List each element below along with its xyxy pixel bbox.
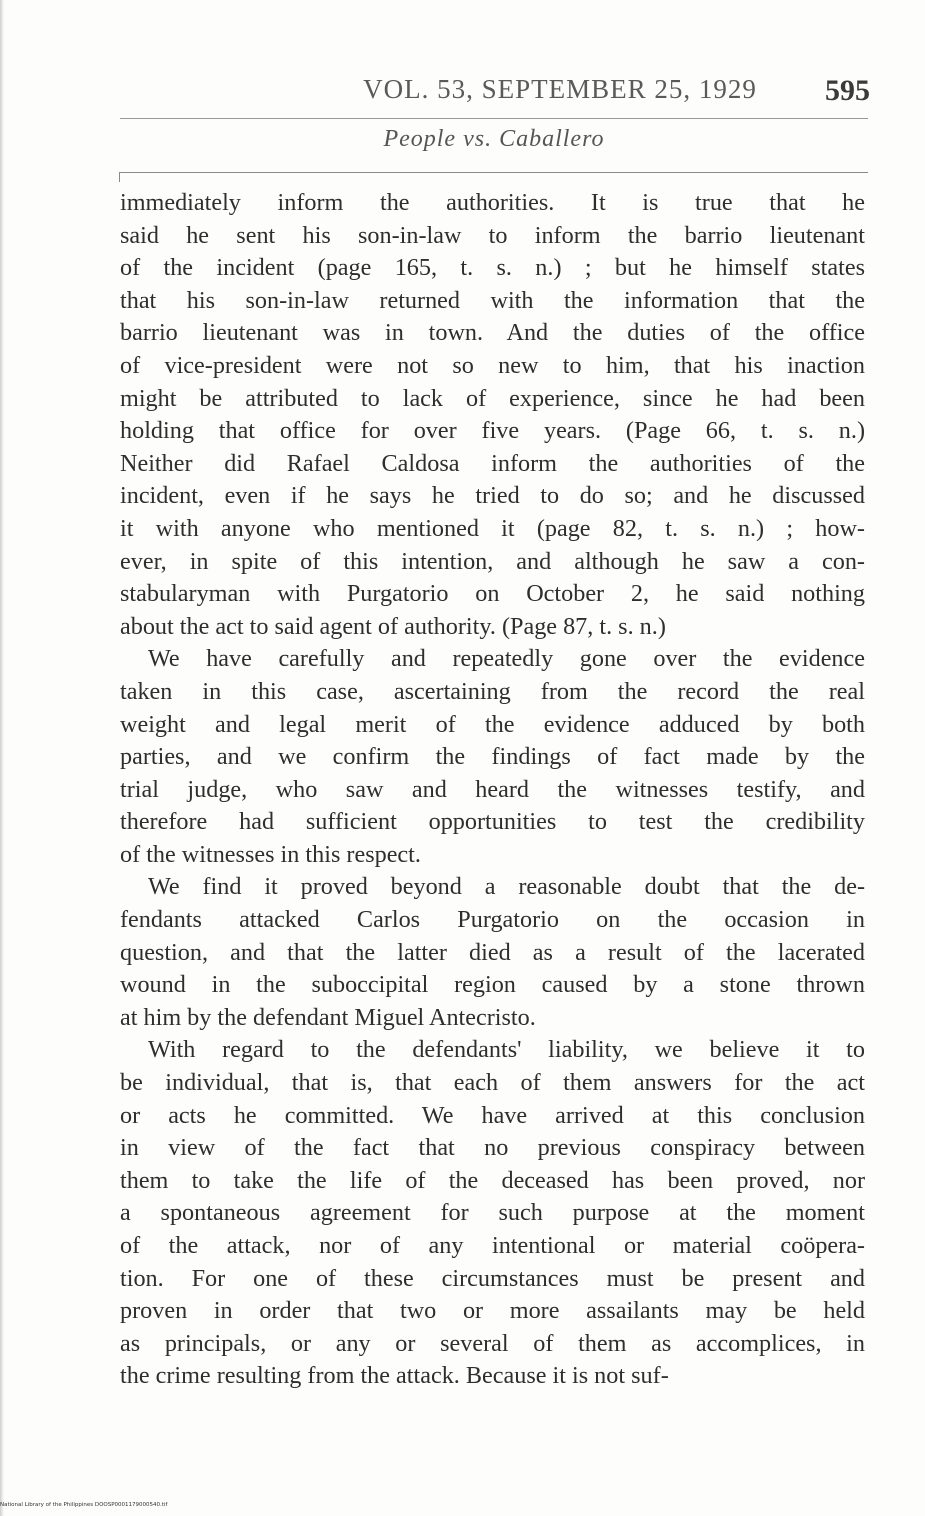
paragraph bbox=[120, 643, 865, 871]
text-line: or acts he committed. We have arrived at this conclusion bbox=[120, 1101, 865, 1129]
text-line: in view of the fact that no previous conspiracy between bbox=[120, 1134, 865, 1162]
text-line: tion. For one of these circumstances must be present and bbox=[120, 1264, 865, 1292]
text-line: With regard to the defendants' liability, we believe it to bbox=[148, 1036, 865, 1064]
text-line: We have carefully and repeatedly gone over the evidence bbox=[148, 645, 865, 673]
title-rule-tick bbox=[119, 172, 120, 182]
text-line: as principals, or any or several of them as accomplices, in bbox=[120, 1329, 865, 1357]
case-title: People vs. Caballero bbox=[383, 126, 605, 152]
text-line: weight and legal merit of the evidence adduced by both bbox=[120, 710, 865, 738]
text-line: be individual, that is, that each of them answers for the act bbox=[120, 1069, 865, 1097]
text-line: We find it proved beyond a reasonable doubt that the de- bbox=[148, 873, 865, 901]
text-line: a spontaneous agreement for such purpose at the moment bbox=[120, 1199, 865, 1227]
text-line: stabularyman with Purgatorio on October 2, he said nothing bbox=[120, 580, 865, 608]
running-head: VOL. 53, SEPTEMBER 25, 1929 bbox=[363, 74, 757, 104]
text-line: them to take the life of the deceased has been proved, nor bbox=[120, 1166, 865, 1194]
text-line: incident, even if he says he tried to do so; and he discussed bbox=[120, 482, 865, 510]
text-line: immediately inform the authorities. It is true that he bbox=[120, 189, 865, 216]
text-line: trial judge, who saw and heard the witnesses testify, and bbox=[120, 775, 865, 803]
text-line: taken in this case, ascertaining from the record the real bbox=[120, 677, 865, 705]
text-line: question, and that the latter died as a result of the lacerated bbox=[120, 938, 865, 966]
text-line: of the incident (page 165, t. s. n.) ; but he himself states bbox=[120, 254, 865, 282]
page-number: 595 bbox=[825, 74, 870, 107]
text-line: barrio lieutenant was in town. And the duties of the office bbox=[120, 319, 865, 347]
header-rule bbox=[120, 118, 868, 119]
text-line: said he sent his son-in-law to inform the barrio lieutenant bbox=[120, 221, 865, 249]
paragraph bbox=[120, 187, 865, 643]
text-line: proven in order that two or more assailants may be held bbox=[120, 1297, 865, 1325]
text-line: ever, in spite of this intention, and although he saw a con- bbox=[120, 547, 865, 575]
text-line: about the act to said agent of authority. (Page 87, t. s. n.) bbox=[120, 612, 666, 640]
page-edge-shadow bbox=[0, 0, 4, 1516]
footer-watermark: National Library of the Philippines DOOSP0001179000540.tif bbox=[0, 1502, 168, 1508]
paragraph bbox=[120, 871, 865, 1034]
page-header bbox=[120, 74, 870, 110]
text-line: that his son-in-law returned with the information that the bbox=[120, 286, 865, 314]
body-text bbox=[120, 187, 865, 1393]
text-line: at him by the defendant Miguel Antecristo. bbox=[120, 1003, 536, 1031]
text-line: therefore had sufficient opportunities to test the credibility bbox=[120, 808, 865, 836]
text-line: Neither did Rafael Caldosa inform the authorities of the bbox=[120, 449, 865, 477]
title-rule bbox=[120, 172, 868, 173]
text-line: might be attributed to lack of experience, since he had been bbox=[120, 384, 865, 412]
text-line: the crime resulting from the attack. Because it is not suf- bbox=[120, 1362, 669, 1390]
text-line: of the attack, nor of any intentional or material coöpera- bbox=[120, 1232, 865, 1259]
text-line: of vice-president were not so new to him, that his inaction bbox=[120, 351, 865, 379]
text-line: fendants attacked Carlos Purgatorio on the occasion in bbox=[120, 906, 865, 934]
text-line: holding that office for over five years. (Page 66, t. s. n.) bbox=[120, 417, 865, 445]
text-line: of the witnesses in this respect. bbox=[120, 840, 421, 868]
text-line: parties, and we confirm the findings of fact made by the bbox=[120, 743, 865, 771]
text-line: wound in the suboccipital region caused by a stone thrown bbox=[120, 971, 865, 999]
text-line: it with anyone who mentioned it (page 82, t. s. n.) ; how- bbox=[120, 514, 865, 542]
paragraph bbox=[120, 1034, 865, 1393]
